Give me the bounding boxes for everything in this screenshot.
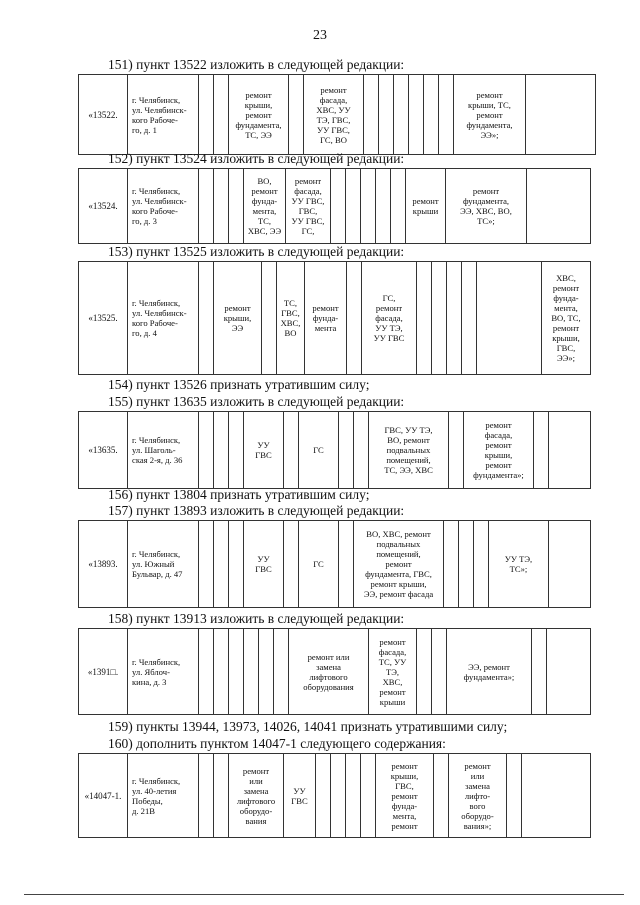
- empty-cell: [527, 169, 591, 244]
- cell-text-line: УУ ГВС: [373, 333, 405, 343]
- cell-text-line: ХВС,: [280, 318, 301, 328]
- empty-cell: [459, 521, 474, 608]
- cell-text-line: г. Челябинск,: [132, 298, 181, 308]
- cell-text-line: УУ ГВС,: [317, 124, 350, 135]
- cell-text-line: фундамента,: [235, 119, 282, 130]
- address-cell: [128, 262, 199, 375]
- empty-cell: [229, 412, 244, 489]
- empty-cell: [417, 629, 432, 715]
- empty-cell: [379, 75, 394, 155]
- cell-text-line: УУ: [257, 440, 270, 450]
- cell-text-line: ремонт: [245, 89, 272, 100]
- work-type-cell: [376, 754, 434, 838]
- item-heading: 151) пункт 13522 изложить в следующей редакции:: [108, 57, 405, 72]
- cell-text-line: ТС, ЭЭ: [245, 129, 272, 140]
- cell-text-line: ХВС, ЭЭ: [247, 226, 282, 236]
- cell-text-line: или: [470, 770, 485, 781]
- cell-text-line: замена: [465, 780, 490, 791]
- cell-text-line: фундамента,: [466, 119, 513, 130]
- cell-text-line: помещений,: [386, 455, 431, 465]
- empty-cell: [391, 169, 406, 244]
- cell-text-line: ремонт: [476, 89, 503, 100]
- cell-text-line: ул. Шаголь-: [132, 445, 176, 455]
- work-type-cell: [284, 754, 316, 838]
- cell-text-line: ТЭ, ГВС,: [316, 114, 351, 125]
- work-type-cell: [299, 412, 339, 489]
- cell-text-line: ГВС,: [298, 206, 318, 216]
- empty-cell: [347, 262, 362, 375]
- empty-cell: [549, 521, 591, 608]
- cell-text-line: фундамента»;: [463, 671, 515, 682]
- cell-text-line: ул. Южный: [132, 559, 175, 569]
- cell-text-line: ремонт: [385, 559, 412, 569]
- address-cell: [128, 629, 199, 715]
- cell-text-line: мента,: [252, 206, 277, 216]
- empty-cell: [214, 521, 229, 608]
- work-type-cell: [489, 521, 549, 608]
- empty-cell: [214, 754, 229, 838]
- empty-cell: [447, 262, 462, 375]
- empty-cell: [547, 629, 591, 715]
- empty-cell: [507, 754, 522, 838]
- table-row: [78, 411, 591, 489]
- item-number-cell: «14047-1.: [79, 754, 128, 838]
- address-cell: [128, 521, 199, 608]
- cell-text-line: ул. Челябинск-: [132, 196, 187, 206]
- cell-text-line: фунда-: [553, 293, 579, 303]
- cell-text-line: ЭЭ»;: [480, 129, 499, 140]
- cell-text-line: УУ ГВС,: [291, 216, 325, 226]
- cell-text-line: ремонт: [391, 820, 418, 831]
- cell-text-line: ГВС,: [556, 343, 576, 353]
- cell-text-line: ремонт: [391, 790, 418, 801]
- cell-text-line: кина, д. 3: [132, 676, 167, 687]
- cell-text-line: Победы,: [132, 795, 163, 806]
- empty-cell: [522, 754, 591, 838]
- cell-text-line: ремонт: [312, 303, 339, 313]
- cell-text-line: ЭЭ, ХВС, ВО,: [460, 206, 512, 216]
- cell-text-line: г. Челябинск,: [132, 775, 181, 786]
- cell-text-line: ВО, ХВС, ремонт: [366, 529, 431, 539]
- work-type-cell: [289, 629, 369, 715]
- item-number-cell: «13893.: [79, 521, 128, 608]
- cell-text-line: ская 2-я, д. 36: [132, 455, 183, 465]
- item-number-cell: «13525.: [79, 262, 128, 375]
- cell-text-line: фасада,: [375, 313, 403, 323]
- empty-cell: [199, 754, 214, 838]
- item-heading: 158) пункт 13913 изложить в следующей редакции:: [108, 611, 405, 626]
- footer-rule: [24, 894, 624, 895]
- empty-cell: [214, 75, 229, 155]
- work-type-cell: [277, 262, 305, 375]
- cell-text-line: г. Челябинск,: [132, 656, 181, 667]
- work-type-cell: [447, 629, 532, 715]
- cell-text-line: ТС»;: [477, 216, 495, 226]
- cell-text-line: ГВС, УУ ТЭ,: [384, 425, 433, 435]
- cell-text-line: ремонт: [320, 84, 347, 95]
- work-type-cell: [369, 629, 417, 715]
- empty-cell: [474, 521, 489, 608]
- cell-text-line: го, д. 4: [132, 328, 157, 338]
- empty-cell: [274, 629, 289, 715]
- cell-text-line: крыши, ТС,: [468, 99, 511, 110]
- cell-text-line: ремонт: [224, 303, 251, 313]
- empty-cell: [434, 754, 449, 838]
- table-row: [78, 261, 591, 375]
- cell-text-line: вания: [245, 815, 267, 826]
- cell-text-line: ремонт: [242, 765, 270, 776]
- cell-text-line: ГВС: [291, 795, 308, 806]
- cell-text-line: фасада,: [378, 646, 407, 657]
- work-type-cell: [244, 169, 286, 244]
- item-number-cell: «13524.: [79, 169, 128, 244]
- cell-text-line: лифто-: [464, 790, 491, 801]
- cell-text-line: ГС,: [301, 226, 315, 236]
- item-heading: 160) дополнить пунктом 14047-1 следующего содержания:: [108, 736, 446, 751]
- cell-text-line: ХВС,: [556, 273, 576, 283]
- work-type-cell: [299, 521, 339, 608]
- cell-text-line: крыши,: [244, 99, 273, 110]
- cell-text-line: г. Челябинск,: [132, 186, 181, 196]
- item-heading: 159) пункты 13944, 13973, 14026, 14041 признать утратившими силу;: [108, 719, 508, 734]
- cell-text-line: мента,: [392, 810, 417, 821]
- empty-cell: [214, 629, 229, 715]
- item-heading: 153) пункт 13525 изложить в следующей редакции:: [108, 244, 405, 259]
- cell-text-line: ремонт: [412, 196, 439, 206]
- empty-cell: [262, 262, 277, 375]
- cell-text-line: оборудо-: [239, 805, 273, 816]
- cell-text-line: крыши,: [390, 770, 419, 781]
- cell-text-line: ВО, ремонт: [387, 435, 430, 445]
- cell-text-line: ремонт: [245, 109, 272, 120]
- cell-text-line: фасада,: [319, 94, 348, 105]
- empty-cell: [244, 629, 259, 715]
- cell-text-line: ремонт: [379, 636, 406, 647]
- address-cell: [128, 75, 199, 155]
- empty-cell: [462, 262, 477, 375]
- work-type-cell: [229, 754, 284, 838]
- work-type-cell: [362, 262, 417, 375]
- empty-cell: [449, 412, 464, 489]
- cell-text-line: ХВС,: [382, 676, 403, 687]
- cell-text-line: крыши: [379, 696, 406, 707]
- cell-text-line: г. Челябинск,: [132, 94, 181, 105]
- cell-text-line: вого: [469, 800, 486, 811]
- item-number-cell: «13635.: [79, 412, 128, 489]
- empty-cell: [424, 75, 439, 155]
- item-heading: 152) пункт 13524 изложить в следующей редакции:: [108, 151, 405, 166]
- work-type-cell: [244, 412, 284, 489]
- cell-text-line: ремонт: [476, 109, 503, 120]
- cell-text-line: ремонт: [485, 420, 512, 430]
- work-type-cell: [406, 169, 446, 244]
- work-type-cell: [369, 412, 449, 489]
- empty-cell: [199, 629, 214, 715]
- cell-text-line: ЭЭ, ремонт фасада: [363, 589, 434, 599]
- cell-text-line: ремонт: [552, 283, 580, 293]
- cell-text-line: ул. Челябинск-: [132, 104, 187, 115]
- empty-cell: [284, 412, 299, 489]
- cell-text-line: помещений,: [376, 549, 421, 559]
- work-type-cell: [214, 262, 262, 375]
- cell-text-line: УУ: [257, 554, 270, 564]
- work-type-cell: [229, 75, 289, 155]
- cell-text-line: ремонт: [464, 760, 491, 771]
- table-row: [78, 520, 591, 608]
- cell-text-line: ТС, УУ: [378, 656, 407, 667]
- cell-text-line: ГС,: [382, 293, 396, 303]
- item-heading: 155) пункт 13635 изложить в следующей редакции:: [108, 394, 405, 409]
- work-type-cell: [304, 75, 364, 155]
- empty-cell: [199, 521, 214, 608]
- cell-text-line: замена: [316, 661, 341, 672]
- empty-cell: [432, 629, 447, 715]
- cell-text-line: ВО, ТС,: [551, 313, 581, 323]
- cell-text-line: го, д. 3: [132, 216, 157, 226]
- cell-text-line: г. Челябинск,: [132, 435, 181, 445]
- cell-text-line: ул. Яблоч-: [132, 666, 170, 677]
- cell-text-line: ГС: [313, 559, 324, 569]
- cell-text-line: ремонт: [472, 186, 500, 196]
- cell-text-line: фунда-: [312, 313, 339, 323]
- cell-text-line: кого Рабоче-: [132, 206, 178, 216]
- empty-cell: [214, 412, 229, 489]
- cell-text-line: крыши: [412, 206, 439, 216]
- cell-text-line: ГС, ВО: [320, 134, 347, 145]
- work-type-cell: [446, 169, 527, 244]
- cell-text-line: кого Рабоче-: [132, 318, 178, 328]
- cell-text-line: ВО: [284, 328, 297, 338]
- cell-text-line: ремонт: [251, 186, 278, 196]
- empty-cell: [361, 169, 376, 244]
- cell-text-line: фасада,: [294, 186, 322, 196]
- item-heading: 157) пункт 13893 изложить в следующей редакции:: [108, 503, 405, 518]
- cell-text-line: УУ ТЭ,: [504, 554, 533, 564]
- cell-text-line: кого Рабоче-: [132, 114, 178, 125]
- cell-text-line: ГВС,: [395, 780, 414, 791]
- empty-cell: [199, 169, 214, 244]
- empty-cell: [229, 629, 244, 715]
- empty-cell: [526, 75, 596, 155]
- empty-cell: [199, 75, 214, 155]
- cell-text-line: фундамента»;: [473, 470, 524, 480]
- empty-cell: [316, 754, 331, 838]
- empty-cell: [409, 75, 424, 155]
- address-cell: [128, 169, 199, 244]
- cell-text-line: УУ ТЭ,: [375, 323, 403, 333]
- work-type-cell: [354, 521, 444, 608]
- cell-text-line: ремонт или: [307, 651, 350, 662]
- empty-cell: [477, 262, 542, 375]
- cell-text-line: фундамента,: [462, 196, 510, 206]
- cell-text-line: УУ: [293, 785, 306, 796]
- empty-cell: [364, 75, 379, 155]
- empty-cell: [339, 521, 354, 608]
- empty-cell: [229, 169, 244, 244]
- work-type-cell: [542, 262, 591, 375]
- empty-cell: [532, 629, 547, 715]
- empty-cell: [354, 412, 369, 489]
- item-number-cell: «1391□.: [79, 629, 128, 715]
- cell-text-line: подвальных: [386, 445, 431, 455]
- empty-cell: [339, 412, 354, 489]
- cell-text-line: ГС: [313, 445, 324, 455]
- cell-text-line: г. Челябинск,: [132, 549, 181, 559]
- empty-cell: [376, 169, 391, 244]
- address-cell: [128, 754, 199, 838]
- cell-text-line: оборудо-: [461, 810, 494, 821]
- cell-text-line: ТС,: [283, 298, 298, 308]
- empty-cell: [214, 169, 229, 244]
- work-type-cell: [286, 169, 331, 244]
- cell-text-line: крыши,: [552, 333, 580, 343]
- cell-text-line: ХВС, УУ: [316, 104, 351, 115]
- cell-text-line: го, д. 1: [132, 124, 157, 135]
- cell-text-line: подвальных: [376, 539, 421, 549]
- cell-text-line: ул. Челябинск-: [132, 308, 187, 318]
- cell-text-line: замена: [243, 785, 269, 796]
- cell-text-line: лифтового: [236, 795, 276, 806]
- empty-cell: [549, 412, 591, 489]
- cell-text-line: крыши,: [484, 450, 513, 460]
- item-heading: 154) пункт 13526 признать утратившим силу;: [108, 377, 370, 392]
- work-type-cell: [454, 75, 526, 155]
- empty-cell: [439, 75, 454, 155]
- cell-text-line: ТЭ,: [385, 666, 400, 677]
- cell-text-line: мента,: [554, 303, 578, 313]
- empty-cell: [534, 412, 549, 489]
- cell-text-line: ЭЭ»;: [556, 353, 576, 363]
- empty-cell: [361, 754, 376, 838]
- empty-cell: [289, 75, 304, 155]
- work-type-cell: [305, 262, 347, 375]
- item-number-cell: «13522.: [79, 75, 128, 155]
- cell-text-line: оборудования: [303, 681, 354, 692]
- cell-text-line: ремонт: [375, 303, 403, 313]
- cell-text-line: фасада,: [484, 430, 513, 440]
- table-row: [78, 628, 591, 715]
- cell-text-line: фунда-: [391, 800, 418, 811]
- empty-cell: [346, 754, 361, 838]
- empty-cell: [229, 521, 244, 608]
- cell-text-line: ГВС: [255, 450, 272, 460]
- cell-text-line: ЭЭ: [231, 323, 244, 333]
- address-cell: [128, 412, 199, 489]
- work-type-cell: [244, 521, 284, 608]
- cell-text-line: ремонт: [485, 460, 512, 470]
- page-number: 23: [313, 28, 327, 43]
- empty-cell: [199, 262, 214, 375]
- cell-text-line: лифтового: [309, 671, 348, 682]
- table-row: [78, 753, 591, 838]
- cell-text-line: ТС»;: [509, 564, 528, 574]
- cell-text-line: ул. 40-летия: [132, 785, 177, 796]
- cell-text-line: УУ ГВС,: [291, 196, 325, 206]
- work-type-cell: [464, 412, 534, 489]
- empty-cell: [331, 754, 346, 838]
- cell-text-line: крыши,: [223, 313, 252, 323]
- empty-cell: [444, 521, 459, 608]
- empty-cell: [284, 521, 299, 608]
- table-row: [78, 74, 596, 155]
- cell-text-line: ремонт: [485, 440, 512, 450]
- cell-text-line: ремонт: [379, 686, 406, 697]
- empty-cell: [346, 169, 361, 244]
- cell-text-line: ТС, ЭЭ, ХВС: [384, 465, 433, 475]
- empty-cell: [417, 262, 432, 375]
- cell-text-line: ремонт крыши,: [370, 579, 427, 589]
- cell-text-line: ВО,: [257, 176, 272, 186]
- table-row: [78, 168, 591, 244]
- empty-cell: [394, 75, 409, 155]
- empty-cell: [432, 262, 447, 375]
- work-type-cell: [449, 754, 507, 838]
- cell-text-line: фунда-: [251, 196, 278, 206]
- cell-text-line: мента: [314, 323, 337, 333]
- empty-cell: [331, 169, 346, 244]
- empty-cell: [199, 412, 214, 489]
- cell-text-line: ГВС: [255, 564, 272, 574]
- cell-text-line: д. 21В: [132, 805, 155, 816]
- cell-text-line: ремонт: [391, 760, 418, 771]
- cell-text-line: фундамента, ГВС,: [365, 569, 432, 579]
- item-heading: 156) пункт 13804 признать утратившим силу;: [108, 487, 370, 502]
- cell-text-line: ремонт: [552, 323, 580, 333]
- cell-text-line: ГВС,: [281, 308, 300, 318]
- cell-text-line: вания»;: [463, 820, 492, 831]
- cell-text-line: Бульвар, д. 47: [132, 569, 183, 579]
- empty-cell: [259, 629, 274, 715]
- cell-text-line: или: [249, 775, 263, 786]
- cell-text-line: ЭЭ, ремонт: [468, 661, 510, 672]
- cell-text-line: ремонт: [294, 176, 322, 186]
- cell-text-line: ТС,: [257, 216, 272, 226]
